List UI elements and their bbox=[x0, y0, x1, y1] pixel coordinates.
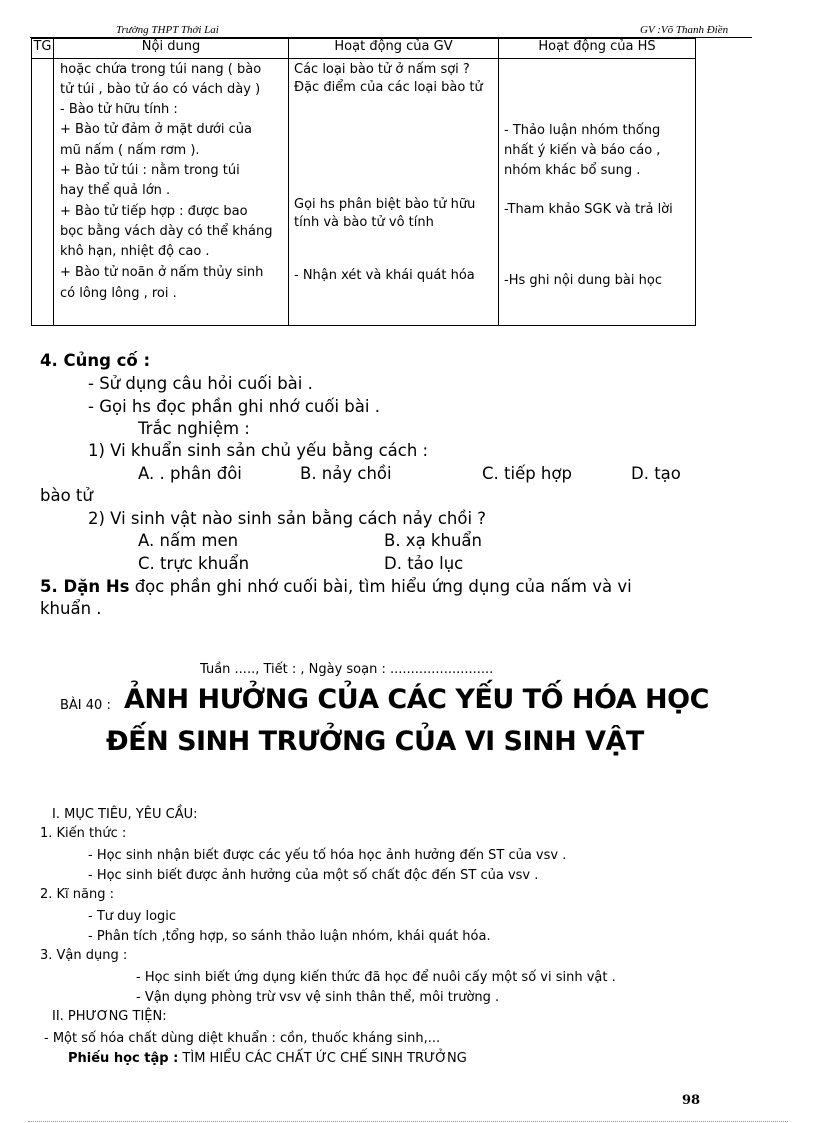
q2-option-c: C. trực khuẩn bbox=[138, 554, 250, 573]
danho-line1 bbox=[40, 577, 632, 596]
application-heading: 3. Vận dụng : bbox=[40, 948, 128, 963]
worksheet-label: Phiếu học tập : bbox=[68, 1051, 179, 1066]
tracnghiem-label: Trắc nghiệm : bbox=[138, 419, 250, 438]
q2-option-d: D. tảo lục bbox=[384, 554, 464, 573]
application-item: - Vận dụng phòng trừ vsv vệ sinh thân thể, môi trường . bbox=[136, 990, 500, 1005]
skills-heading: 2. Kĩ năng : bbox=[40, 887, 115, 902]
lesson-title-line1: ẢNH HƯỞNG CỦA CÁC YẾU TỐ HÓA HỌC bbox=[124, 684, 709, 715]
q2-option-b: B. xạ khuẩn bbox=[384, 531, 482, 550]
col-header-gv: Hoạt động của GV bbox=[289, 39, 499, 59]
q1-option-c: C. tiếp hợp bbox=[482, 464, 572, 483]
cell-tg bbox=[32, 59, 54, 326]
content-line: hay thể quả lớn . bbox=[60, 183, 171, 198]
col-header-content: Nội dung bbox=[54, 39, 289, 59]
q1-option-a: A. . phân đôi bbox=[138, 464, 242, 483]
page-number: 98 bbox=[682, 1093, 701, 1108]
q1-option-d: D. tạo bbox=[631, 464, 681, 483]
q1-option-d-cont: bào tử bbox=[40, 486, 93, 505]
lesson-prefix: BÀI 40 : bbox=[60, 698, 111, 713]
content-line: khô hạn, nhiệt độ cao . bbox=[60, 244, 210, 259]
cungco-heading: 4. Củng cố : bbox=[40, 351, 151, 370]
hs-line: -Tham khảo SGK và trả lời bbox=[504, 202, 673, 217]
application-item: - Học sinh biết ứng dụng kiến thức đã học để nuôi cấy một số vi sinh vật . bbox=[136, 970, 616, 985]
danho-label: 5. Dặn Hs bbox=[40, 577, 130, 596]
skills-item: - Phân tích ,tổng hợp, so sánh thảo luận nhóm, khái quát hóa. bbox=[88, 929, 491, 944]
gv-line: - Nhận xét và khái quát hóa bbox=[294, 268, 475, 283]
lesson-meta: Tuần ....., Tiết : , Ngày soạn : ......................... bbox=[200, 662, 494, 677]
hs-line: - Thảo luận nhóm thống bbox=[504, 123, 661, 138]
content-line: + Bào tử tiếp hợp : được bao bbox=[60, 204, 248, 219]
question-1: 1) Vi khuẩn sinh sản chủ yếu bằng cách : bbox=[88, 441, 429, 460]
gv-line: tính và bào tử vô tính bbox=[294, 215, 434, 230]
danho-text1: đọc phần ghi nhớ cuối bài, tìm hiểu ứng dụng của nấm và vi bbox=[129, 577, 632, 596]
col-header-hs: Hoạt động của HS bbox=[499, 39, 696, 59]
table-header-row bbox=[32, 39, 696, 59]
content-line: mũ nấm ( nấm rơm ). bbox=[60, 143, 200, 158]
gv-line: Đặc điểm của các loại bào tử bbox=[294, 80, 483, 95]
danho-text2: khuẩn . bbox=[40, 599, 102, 618]
content-line: bọc bằng vách dày có thể kháng bbox=[60, 224, 273, 239]
knowledge-item: - Học sinh nhận biết được các yếu tố hóa học ảnh hưởng đến ST của vsv . bbox=[88, 848, 567, 863]
gv-line: Gọi hs phân biệt bào tử hữu bbox=[294, 197, 476, 212]
content-line: - Bào tử hữu tính : bbox=[60, 102, 178, 117]
q2-option-a: A. nấm men bbox=[138, 531, 239, 550]
content-line: tử túi , bào tử áo có vách dày ) bbox=[60, 82, 261, 97]
means-item: - Một số hóa chất dùng diệt khuẩn : cồn, thuốc kháng sinh,... bbox=[44, 1031, 441, 1046]
knowledge-item: - Học sinh biết được ảnh hưởng của một số chất độc đến ST của vsv . bbox=[88, 868, 539, 883]
content-line: hoặc chứa trong túi nang ( bào bbox=[60, 62, 262, 77]
skills-item: - Tư duy logic bbox=[88, 909, 177, 924]
lesson-title-line2: ĐẾN SINH TRƯỞNG CỦA VI SINH VẬT bbox=[106, 726, 644, 757]
cungco-line2: - Gọi hs đọc phần ghi nhớ cuối bài . bbox=[88, 397, 380, 416]
means-heading: II. PHƯƠNG TIỆN: bbox=[52, 1009, 167, 1024]
worksheet-text: TÌM HIỂU CÁC CHẤT ỨC CHẾ SINH TRƯỞNG bbox=[178, 1051, 467, 1066]
worksheet-line bbox=[68, 1051, 467, 1066]
hs-line: nhóm khác bổ sung . bbox=[504, 163, 641, 178]
hs-line: nhất ý kiến và báo cáo , bbox=[504, 143, 661, 158]
content-line: có lông lông , roi . bbox=[60, 286, 177, 301]
knowledge-heading: 1. Kiến thức : bbox=[40, 826, 127, 841]
footer-rule bbox=[28, 1121, 788, 1122]
header-school: Trường THPT Thới Lai bbox=[116, 24, 219, 36]
content-line: + Bào tử noãn ở nấm thủy sinh bbox=[60, 265, 264, 280]
header-teacher: GV :Võ Thanh Điền bbox=[640, 24, 729, 36]
question-2: 2) Vi sinh vật nào sinh sản bằng cách nảy chồi ? bbox=[88, 509, 487, 528]
content-line: + Bào tử túi : nằm trong túi bbox=[60, 163, 240, 178]
col-header-tg: TG bbox=[32, 39, 54, 59]
content-line: + Bào tử đảm ở mặt dưới của bbox=[60, 122, 252, 137]
q1-option-b: B. nảy chồi bbox=[300, 464, 392, 483]
cungco-line1: - Sử dụng câu hỏi cuối bài . bbox=[88, 374, 313, 393]
hs-line: -Hs ghi nội dung bài học bbox=[504, 273, 662, 288]
gv-line: Các loại bào tử ở nấm sợi ? bbox=[294, 62, 470, 77]
objectives-heading: I. MỤC TIÊU, YÊU CẦU: bbox=[52, 807, 198, 822]
